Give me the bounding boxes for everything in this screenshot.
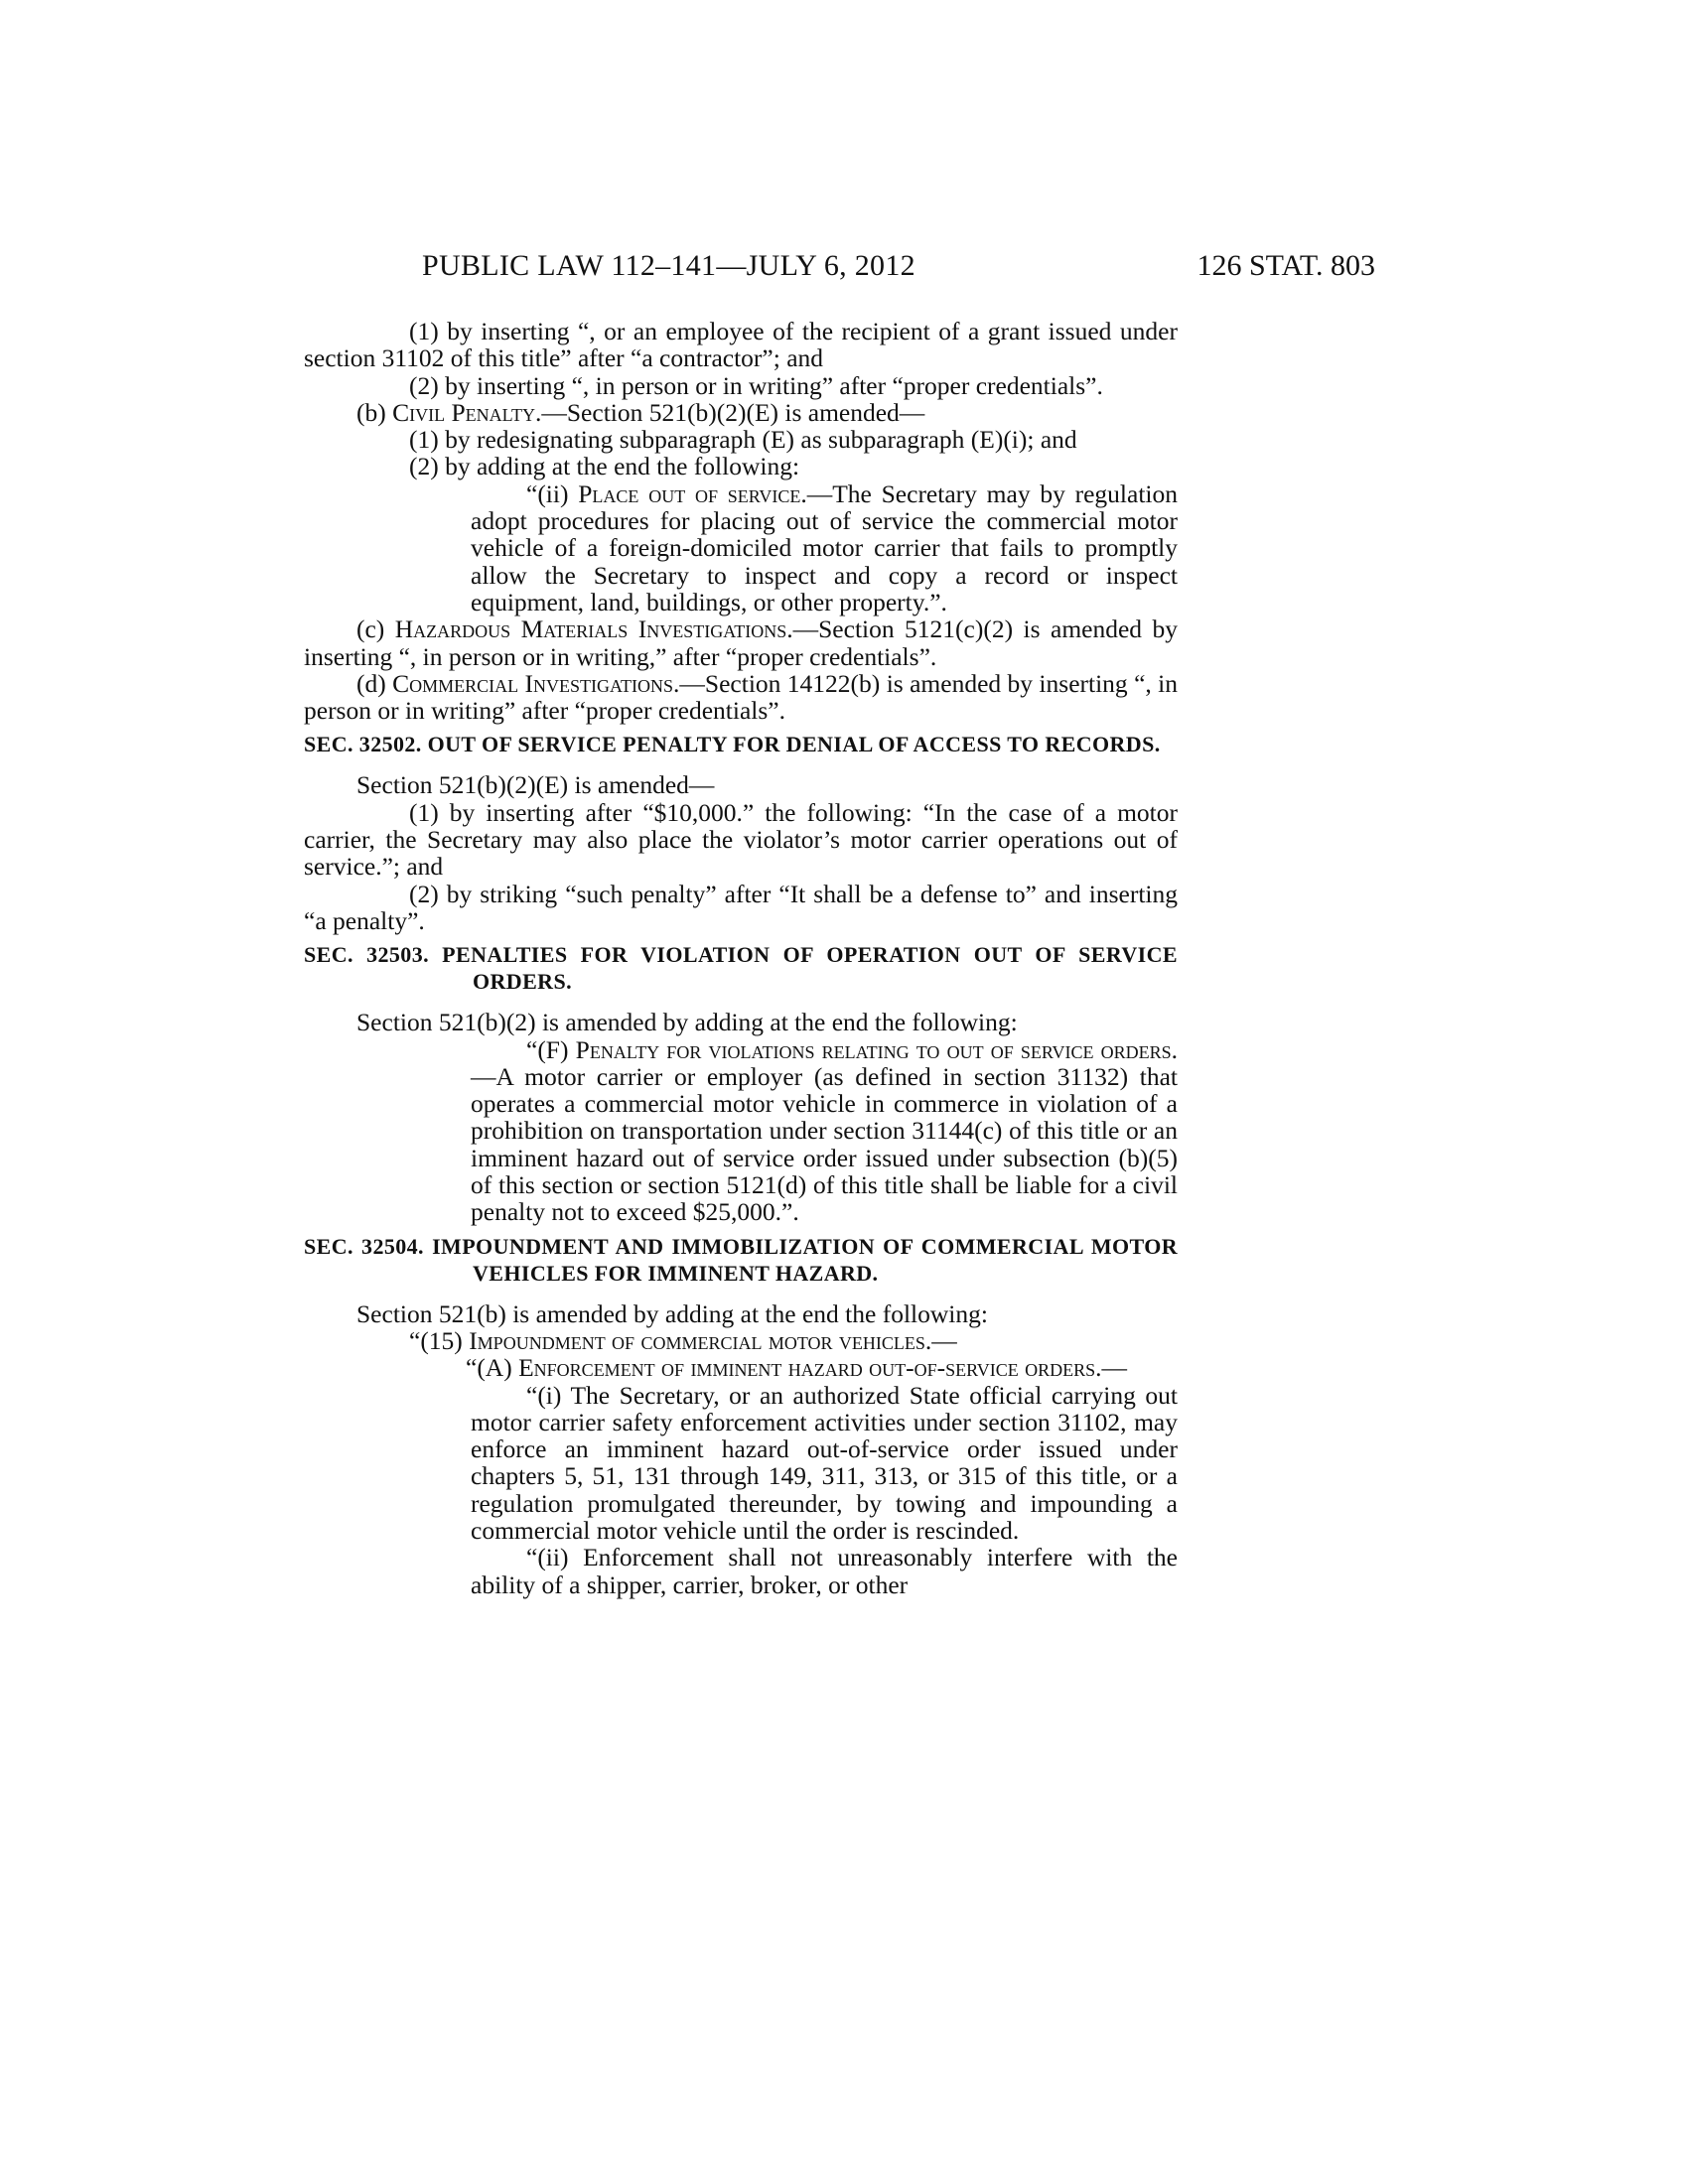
- statute-page-number: 126 STAT. 803: [1196, 249, 1375, 282]
- paragraph: (2) by adding at the end the following:: [409, 452, 800, 481]
- paragraph-heading: Place out of service: [578, 478, 801, 508]
- paragraph-lead: (b): [356, 397, 393, 427]
- paragraph-lead: “(15): [409, 1325, 470, 1355]
- paragraph: [304, 1354, 1178, 1381]
- paragraph-text: .—Section 521(b)(2)(E) is amended—: [535, 397, 925, 427]
- paragraph-text: .—: [924, 1325, 957, 1355]
- paragraph: [304, 480, 1178, 615]
- section-heading: SEC. 32503. PENALTIES FOR VIOLATION OF OPERATION OUT OF SERVICE ORDERS.: [304, 942, 1178, 995]
- section-heading: SEC. 32502. OUT OF SERVICE PENALTY FOR DENIAL OF ACCESS TO RECORDS.: [304, 732, 1161, 757]
- paragraph: [304, 1036, 1178, 1226]
- public-law-title: PUBLIC LAW 112–141—JULY 6, 2012: [422, 249, 915, 282]
- paragraph: Section 521(b)(2) is amended by adding at the end the following:: [356, 1008, 1018, 1037]
- paragraph-heading: Impoundment of commercial motor vehicles: [469, 1325, 925, 1355]
- paragraph-heading: Penalty for violations relating to out of service orders: [575, 1034, 1172, 1064]
- paragraph: Section 521(b) is amended by adding at the end the following:: [356, 1298, 988, 1328]
- paragraph-lead: “(F): [526, 1034, 576, 1064]
- paragraph-lead: “(ii): [526, 478, 579, 508]
- paragraph: (1) by inserting after “$10,000.” the following: “In the case of a motor carrier, the Secretary may also place the violator’s motor carrier operations out of service.”; and: [304, 797, 1178, 882]
- paragraph: [304, 1327, 1178, 1354]
- paragraph-lead: (c): [356, 614, 395, 644]
- paragraph-heading: Commercial Investigations: [392, 668, 674, 698]
- paragraph: (2) by inserting “, in person or in writing” after “proper credentials”.: [409, 370, 1103, 400]
- document-body: [304, 318, 1178, 1598]
- paragraph: Section 521(b)(2)(E) is amended—: [356, 770, 715, 800]
- paragraph: (1) by redesignating subparagraph (E) as subparagraph (E)(i); and: [409, 425, 1077, 455]
- paragraph-text: .—The Secretary may by regulation adopt procedures for placing out of service the commercial motor vehicle of a foreign-domiciled motor carrier that fails to promptly allow the Secretary to inspect and copy a record or inspect equipment, land, buildings, or other property.”.: [471, 478, 1178, 616]
- paragraph-heading: Civil Penalty: [392, 397, 535, 427]
- paragraph-text: .—: [1095, 1353, 1127, 1383]
- paragraph-text: .—Section 5121(c)(2) is amended by inserting “, in person or in writing,” after “proper credentials”.: [304, 614, 1178, 671]
- paragraph-text: .—A motor carrier or employer (as defined in section 31132) that operates a commercial motor vehicle in commerce in violation of a prohibition on transportation under section 31144(c) of this title or an imminent hazard out of service order issued under subsection (b)(5) of this section or section 5121(d) of this title shall be liable for a civil penalty not to exceed $25,000.”.: [471, 1034, 1178, 1227]
- paragraph: (2) by striking “such penalty” after “It shall be a defense to” and inserting “a penalty”.: [304, 879, 1178, 935]
- paragraph: [304, 615, 1178, 670]
- paragraph: [304, 670, 1178, 725]
- paragraph-lead: “(A): [466, 1353, 519, 1383]
- paragraph: “(i) The Secretary, or an authorized State official carrying out motor carrier safety enforcement activities under section 31102, may enforce an imminent hazard out-of-service order issued under chapters 5, 51, 131 through 149, 311, 313, or 315 of this title, or a regulation promulgated thereunder, by towing and impounding a commercial motor vehicle until the order is rescinded.: [471, 1380, 1178, 1545]
- running-head: [422, 246, 1375, 286]
- paragraph-heading: Enforcement of imminent hazard out-of-service orders: [518, 1353, 1096, 1383]
- paragraph-heading: Hazardous Materials Investigations: [394, 614, 787, 644]
- paragraph: “(ii) Enforcement shall not unreasonably interfere with the ability of a shipper, carrier, broker, or other: [471, 1543, 1178, 1599]
- paragraph: [304, 399, 1178, 426]
- section-heading: SEC. 32504. IMPOUNDMENT AND IMMOBILIZATION OF COMMERCIAL MOTOR VEHICLES FOR IMMINENT HAZARD.: [304, 1233, 1178, 1286]
- paragraph-text: .—Section 14122(b) is amended by inserting “, in person or in writing” after “proper credentials”.: [304, 668, 1179, 726]
- paragraph: (1) by inserting “, or an employee of the recipient of a grant issued under section 31102 of this title” after “a contractor”; and: [304, 317, 1178, 373]
- paragraph-lead: (d): [356, 668, 393, 698]
